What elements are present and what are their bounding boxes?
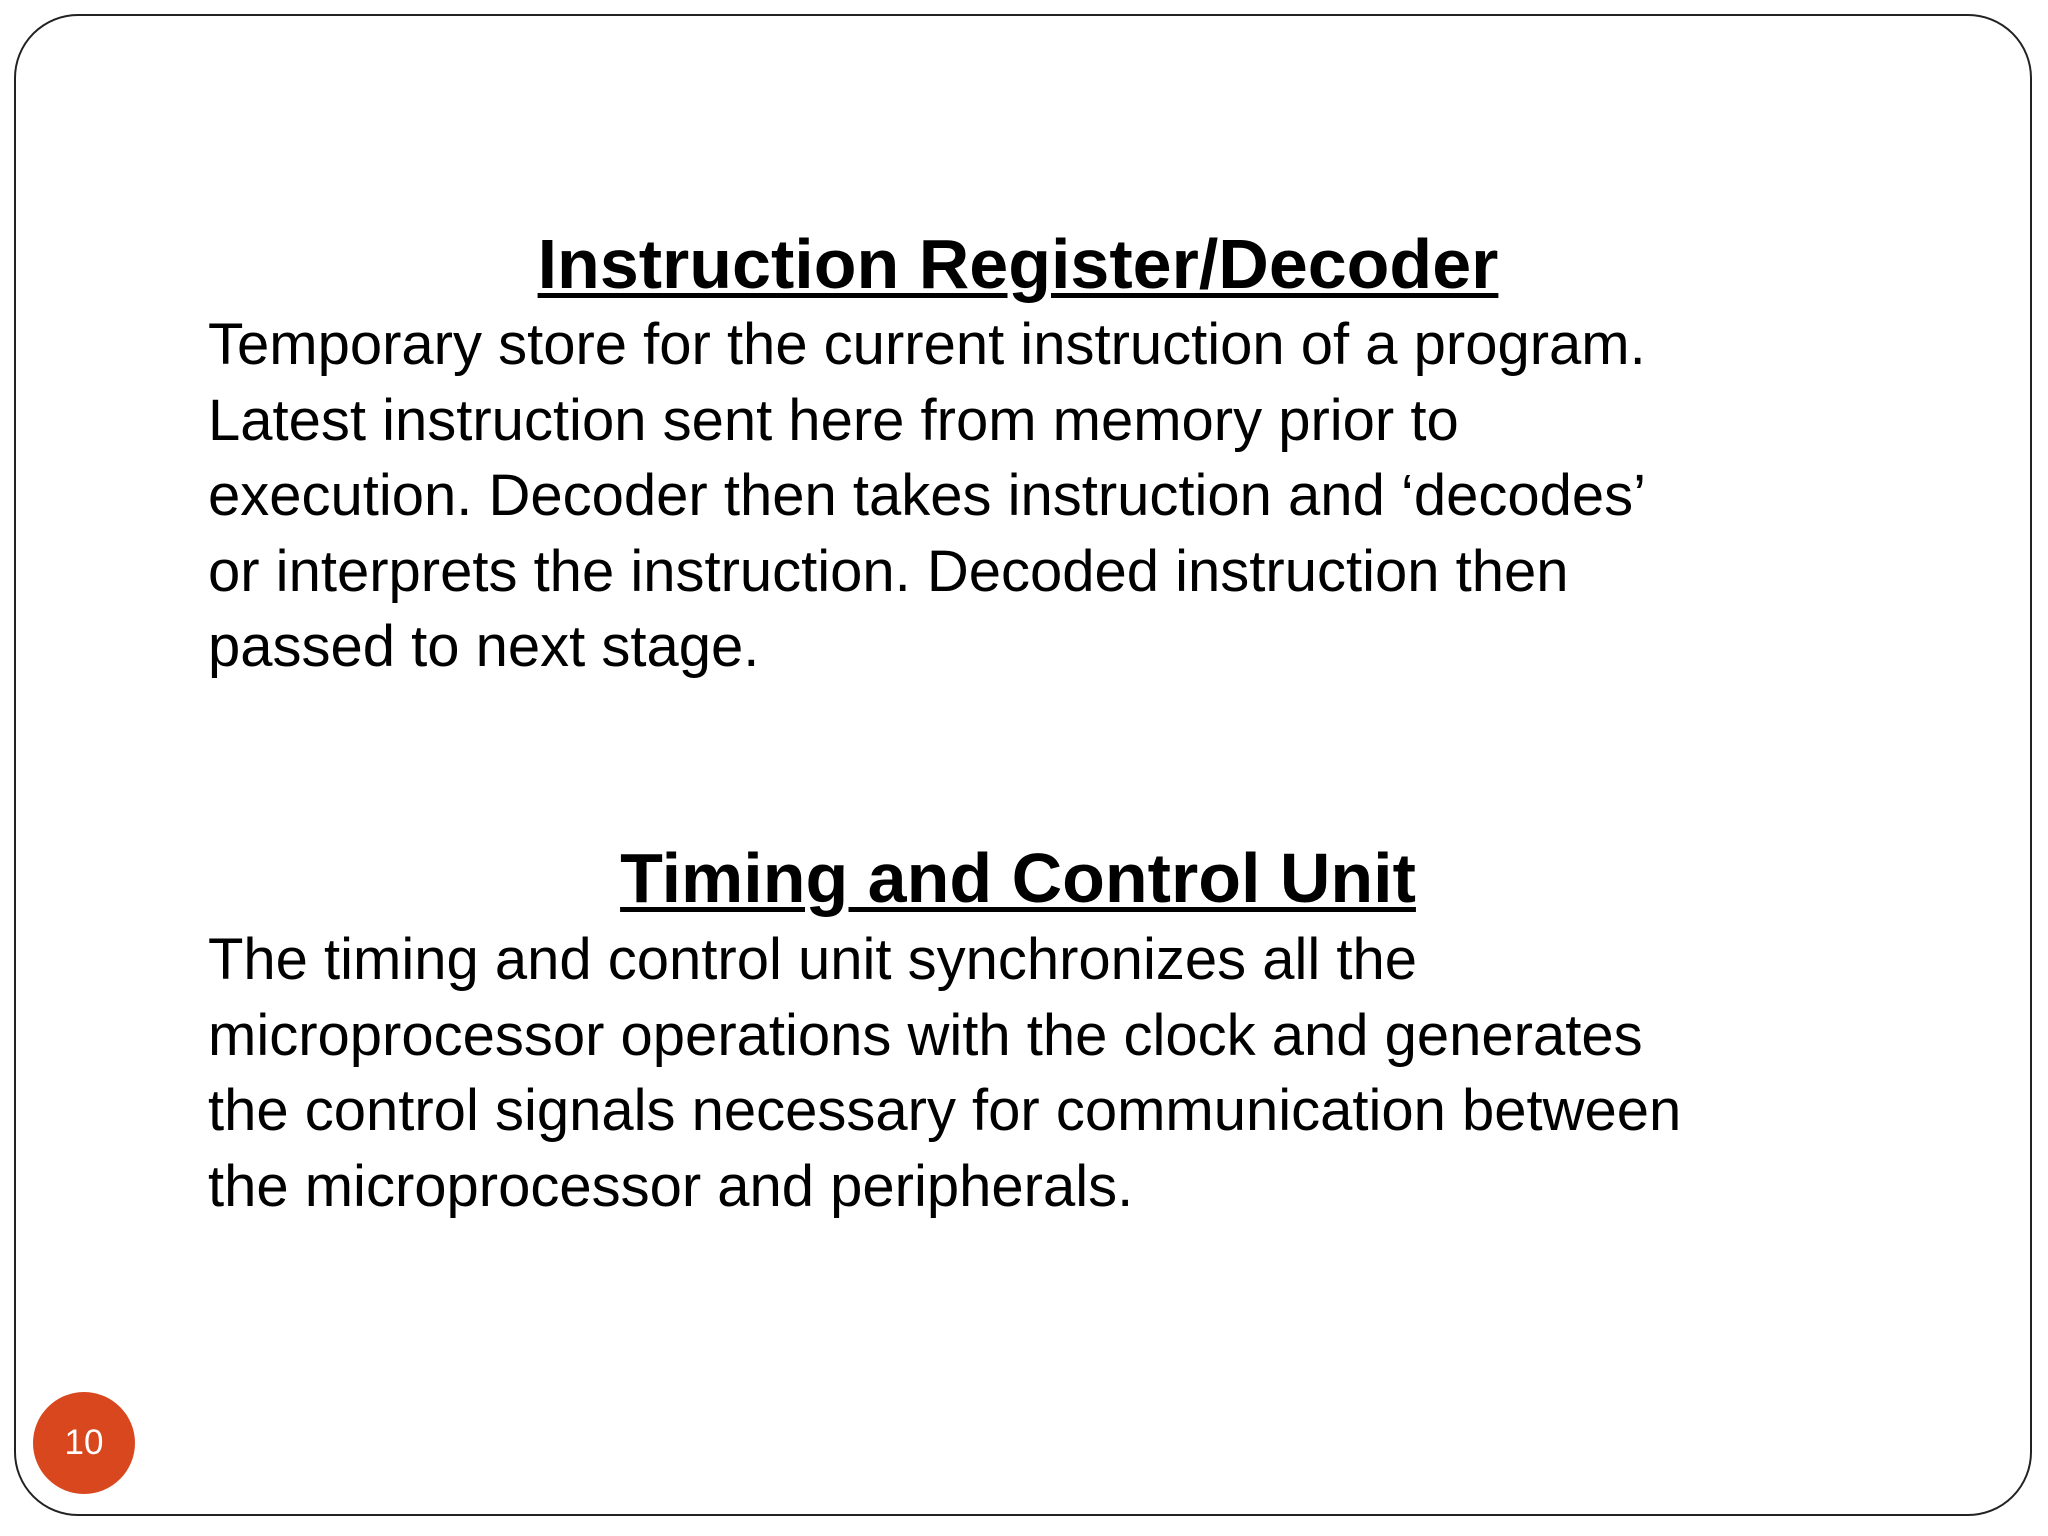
- body-line: or interprets the instruction. Decoded instruction then: [208, 538, 1569, 604]
- body-line: The timing and control unit synchronizes all the: [208, 927, 1417, 992]
- body-line: Latest instruction sent here from memory prior to: [208, 387, 1459, 453]
- heading-text: Instruction Register/Decoder: [537, 225, 1499, 303]
- body-line: passed to next stage.: [208, 614, 760, 679]
- page-number-badge: 10: [33, 1392, 135, 1494]
- body-line: the control signals necessary for communication between: [208, 1078, 1682, 1143]
- section-body-timing-control: [208, 922, 1888, 1224]
- body-line: microprocessor operations with the clock and generates: [208, 1002, 1643, 1068]
- body-line: the microprocessor and peripherals.: [208, 1153, 1134, 1219]
- section-heading-timing-control: [0, 838, 2036, 918]
- body-line: Temporary store for the current instruction of a program.: [208, 312, 1646, 377]
- section-body-instruction-register: [208, 307, 1888, 685]
- section-heading-instruction-register: [0, 224, 2036, 304]
- body-line: execution. Decoder then takes instruction and ‘decodes’: [208, 463, 1646, 528]
- heading-text: Timing and Control Unit: [620, 839, 1416, 917]
